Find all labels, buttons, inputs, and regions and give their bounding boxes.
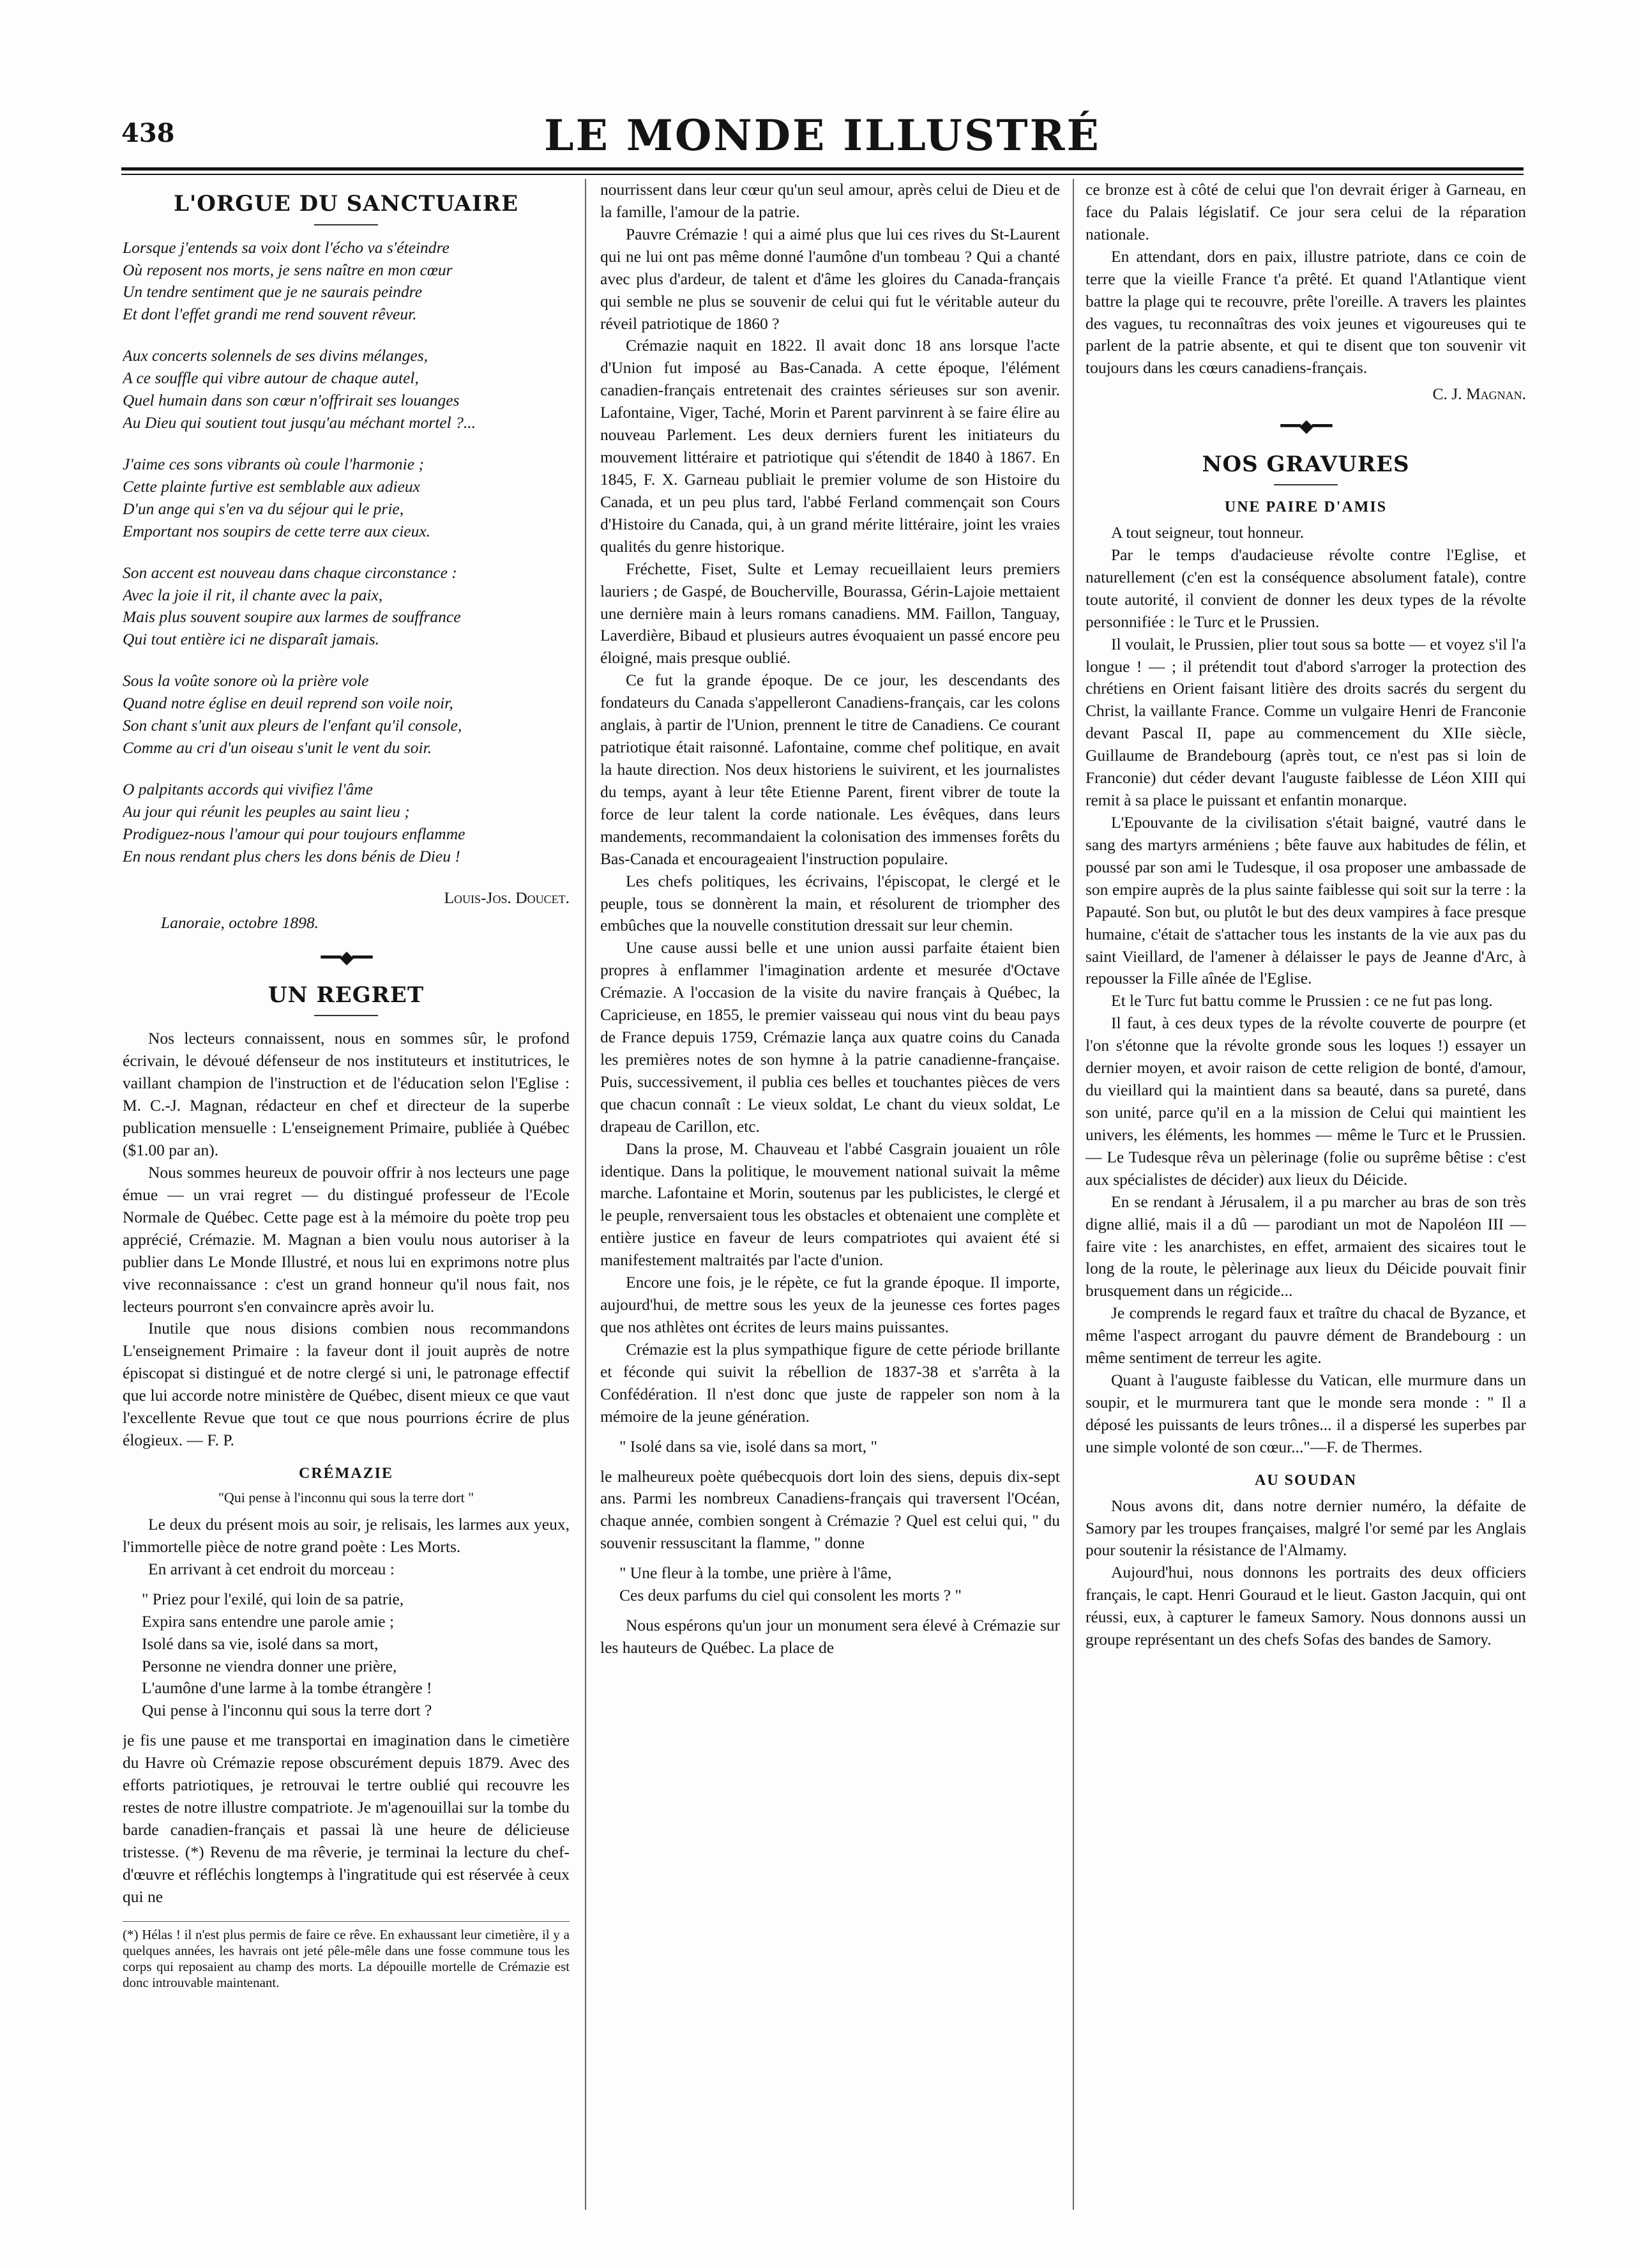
- cremazie-continuation: je fis une pause et me transportai en imagination dans le cimetière du Havre où Crémazie repose obscurément depuis 1879. Avec des efforts patriotiques, je retrouvai le tertre oublié qui recouvre les restes de notre illustre compatriote. Je m'agenouillai sur la tombe du barde canadien-français et passai là une heure de délicieuse tristesse. (*) Revenu de ma rêverie, je terminai la lecture du chef-d'œuvre et réfléchis longtemps à l'ingratitude qui est réservée à ceux qui ne: [123, 1731, 570, 1906]
- verse-line: Emportant nos soupirs de cette terre aux cieux.: [123, 521, 431, 540]
- poem: [123, 237, 570, 868]
- paragraph: Crémazie est la plus sympathique figure de cette période brillante et féconde qui suivit la rébellion de 1837-38 et s'arrêta à la Confédération. Il n'est donc que juste de rappeler son nom à la mémoire de la jeune génération.: [600, 1339, 1060, 1426]
- paragraph: Il voulait, le Prussien, plier tout sous sa botte — et voyez s'il l'a longue ! — ; il prétendit tout d'abord s'arroger la protection des chrétiens en Orient faisant litière des droits sacrés du sergent du Christ, la vaillante France. Comme un vulgaire Henri de Franconie devant Pascal II, pape au commencement du XIIe siècle, Guillaume de Brandebourg (après tout, ce n'est pas si loin de Franconie) dut céder devant l'auguste faiblesse de Léon XIII qui remit à sa place le puissant et enfantin monarque.: [1086, 634, 1526, 810]
- verse-line: Quand notre église en deuil reprend son voile noir,: [123, 694, 453, 713]
- short-rule: [314, 224, 378, 225]
- paragraph: Encore une fois, je le répète, ce fut la grande époque. Il importe, aujourd'hui, de mettre sous les yeux de la jeunesse ces fortes pages que nos athlètes ont écrites de leurs mains puissantes.: [600, 1273, 1060, 1337]
- verse-line: Personne ne viendra donner une prière,: [142, 1656, 397, 1675]
- orgue-title: L'ORGUE DU SANCTUAIRE: [173, 191, 519, 217]
- column-separator: [1073, 179, 1074, 2210]
- verse-line: Comme au cri d'un oiseau s'unit le vent du soir.: [123, 738, 432, 757]
- paragraph: Les chefs politiques, les écrivains, l'épiscopat, le clergé et le peuple, tous se donnèrent la main, et résolurent de triompher des embûches que la nouvelle constitution dressait sur leur chemin.: [600, 871, 1060, 935]
- page-number: 438: [121, 118, 175, 148]
- header-rule: [121, 167, 1524, 171]
- verse-line: " Une fleur à la tombe, une prière à l'âme,: [619, 1564, 892, 1583]
- poem-stanza: [123, 562, 570, 651]
- verse-line: Avec la joie il rit, il chante avec la paix,: [123, 585, 383, 604]
- paragraph: Ce fut la grande époque. De ce jour, les descendants des fondateurs du Canada s'appelleront Canadiens-français, car les colons anglais, à partir de l'Union, prennent le titre de Canadiens. Ce courant patriotique était raisonné. Lafontaine, comme chef politique, en avait la haute direction. Nos deux historiens le suivirent, et les journalistes du temps, ayant à leur tête Etienne Parent, firent vibrer de toute la force de leur talent la corde nationale. Les évêques, dans leurs mandements, recommandaient la colonisation des immenses forêts du Bas-Canada et encourageaient l'instruction populaire.: [600, 671, 1060, 868]
- paragraph: Inutile que nous disions combien nous recommandons L'enseignement Primaire : la faveur dont il jouit auprès de notre épiscopat si distingué et de notre clergé si uni, le patronage effectif que lui accorde notre ministère de Québec, disent mieux ce que vaut l'excellente Revue que tout ce que nous pourrions écrire de plus élogieux. — F. P.: [123, 1319, 570, 1450]
- column-3: [1086, 179, 1526, 2223]
- paragraph: Une cause aussi belle et une union aussi parfaite étaient bien propres à enflammer l'imagination ardente et mesurée d'Octave Crémazie. A l'occasion de la visite du navire français à Québec, la Capricieuse, en 1855, le premier vaisseau qui nous vint du beau pays de France depuis 1759, Crémazie lança aux quatre coins du Canada les premières notes de son hymne à la patrie canadienne-française. Puis, successivement, il publia ces belles et touchantes pièces de vers que chacun connaît : Le vieux soldat, Le chant du vieux soldat, Le drapeau de Carillon, etc.: [600, 938, 1060, 1136]
- paragraph: Dans la prose, M. Chauveau et l'abbé Casgrain jouaient un rôle identique. Dans la politique, le mouvement national suivait la même marche. Lafontaine et Morin, soutenus par les publicistes, le clergé et le peuple, renversaient tous les obstacles et obtenaient une complète et entière justice en faveur de leurs compatriotes qui avaient été si manifestement maltraités par l'acte d'union.: [600, 1139, 1060, 1270]
- paragraph: En attendant, dors en paix, illustre patriote, dans ce coin de terre que la vieille France t'a prêté. Et quand l'Atlantique vient battre la plage qui te recouvre, prête l'oreille. A travers les plaintes des vagues, tu reconnaîtras des voix jeunes et vigoureuses qui te parlent de la patrie absente, et qui te disent que ton souvenir vit toujours dans les cœurs canadiens-français.: [1086, 247, 1526, 377]
- verse-line: Son accent est nouveau dans chaque circonstance :: [123, 563, 457, 582]
- verse-line: Prodiguez-nous l'amour qui pour toujours enflamme: [123, 824, 465, 843]
- cremazie-title: CRÉMAZIE: [298, 1465, 393, 1482]
- verse-line: Et dont l'effet grandi me rend souvent rêveur.: [123, 305, 417, 324]
- verse-line: Son chant s'unit aux pleurs de l'enfant qu'il console,: [123, 716, 462, 735]
- verse-line: Un tendre sentiment que je ne saurais peindre: [123, 282, 423, 301]
- short-rule: [314, 1015, 378, 1016]
- poem-stanza: [123, 237, 570, 326]
- regret-title: UN REGRET: [268, 982, 425, 1008]
- final-paragraph: Nous espérons qu'un jour un monument sera élevé à Crémazie sur les hauteurs de Québec. La place de: [600, 1616, 1060, 1657]
- footnote: (*) Hélas ! il n'est plus permis de faire ce rêve. En exhaussant leur cimetière, il y a quelques années, les havrais ont jeté pêle-mêle dans une fosse commune tous les corps qui reposaient au champ des morts. La dépouille mortelle de Crémazie est donc introuvable maintenant.: [123, 1921, 570, 1991]
- magnan-signature: C. J. Magnan.: [1432, 384, 1526, 404]
- verse-line: O palpitants accords qui vivifiez l'âme: [123, 780, 373, 799]
- paragraph: L'Epouvante de la civilisation s'était baigné, vautré dans le sang des martyrs arméniens ; bête fauve aux habitudes de félin, et poussé par son ami le Tudesque, il osa proposer une ambassade de son empire auprès de la plus sainte faiblesse qui soit sur la terre : la Papauté. Son but, ou plutôt le but des deux vampires à face presque humaine, c'était de s'attacher tous les instants de la vie aux pas du saint Vieillard, de l'amener à délaisser le pays de Jeanne d'Arc, à repousser la Fille aînée de l'Eglise.: [1086, 813, 1526, 988]
- poem-signature: Louis-Jos. Doucet.: [444, 888, 570, 907]
- poem-stanza: [123, 345, 570, 434]
- regret-body: [123, 1028, 570, 1452]
- verse-line: L'aumône d'une larme à la tombe étrangère !: [142, 1678, 432, 1698]
- verse-line: Qui pense à l'inconnu qui sous la terre dort ?: [142, 1701, 432, 1720]
- paragraph: A tout seigneur, tout honneur.: [1111, 523, 1305, 542]
- verse-line: Lorsque j'entends sa voix dont l'écho va s'éteindre: [123, 238, 450, 257]
- column-separator: [585, 179, 586, 2210]
- quote-isole: " Isolé dans sa vie, isolé dans sa mort, ": [619, 1436, 877, 1456]
- paragraph: Quant à l'auguste faiblesse du Vatican, elle murmure dans un soupir, et le murmurera tant que le monde sera monde : " Il a déposé les puissants de leurs trônes... il a dispersé les superbes par une simple volonté de son cœur..."—F. de Thermes.: [1086, 1371, 1526, 1456]
- verse-line: Ces deux parfums du ciel qui consolent les morts ? ": [619, 1586, 962, 1605]
- verse-line: En nous rendant plus chers les dons bénis de Dieu !: [123, 846, 460, 865]
- ornament: ━━◆━━: [1280, 416, 1331, 437]
- journal-title: LE MONDE ILLUSTRÉ: [544, 110, 1101, 160]
- cremazie-body: [123, 1514, 570, 1581]
- cremazie-quote: [142, 1588, 570, 1723]
- masthead: [121, 110, 1524, 163]
- paragraph: Je comprends le regard faux et traître du chacal de Byzance, et même l'aspect arrogant du pauvre dément de Brandebourg : un même sentiment de terreur les agite.: [1086, 1304, 1526, 1367]
- paragraph: Crémazie naquit en 1822. Il avait donc 18 ans lorsque l'acte d'Union fut imposé au Bas-Canada. A cette époque, l'élément canadien-français entretenait des craintes sérieuses sur son avenir. Lafontaine, Viger, Taché, Morin et Parent parvinrent à se faire élire au nouveau Parlement. Les deux derniers furent les initiateurs du mouvement littéraire et patriotique qui s'étendit de 1840 à 1867. En 1845, F. X. Garneau publiait le premier volume de son Histoire du Canada, et un peu plus tard, l'abbé Ferland commençait son Cours d'Histoire du Canada, qui, à un grand mérite littéraire, joint les vraies qualités du genre historique.: [600, 336, 1060, 556]
- paragraph: Le deux du présent mois au soir, je relisais, les larmes aux yeux, l'immortelle pièce de notre grand poète : Les Morts.: [123, 1515, 570, 1556]
- verse-line: Où reposent nos morts, je sens naître en mon cœur: [123, 260, 453, 279]
- paragraph: Nous avons dit, dans notre dernier numéro, la défaite de Samory par les troupes françaises, malgré l'or semé par les Anglais pour soutenir la résistance de l'Almamy.: [1086, 1496, 1526, 1560]
- paragraph: nourrissent dans leur cœur qu'un seul amour, après celui de Dieu et de la famille, l'amour de la patrie.: [600, 180, 1060, 221]
- verse-line: Sous la voûte sonore où la prière vole: [123, 671, 369, 690]
- paire-body: [1086, 522, 1526, 1459]
- verse-line: Expira sans entendre une parole amie ;: [142, 1611, 395, 1631]
- paragraph: Fréchette, Fiset, Sulte et Lemay recueillaient leurs premiers lauriers ; de Gaspé, de Boucherville, Bourassa, Gérin-Lajoie mettaient une dernière main à leurs romans canadiens. MM. Faillon, Tanguay, Laverdière, Bibaud et plusieurs autres évoquaient un passé encore peu éloigné, mais presque oublié.: [600, 559, 1060, 667]
- column-1: [123, 179, 570, 2223]
- after-quote: le malheureux poète québecquois dort loin des siens, depuis dix-sept ans. Parmi les nombreux Canadiens-français qui traversent l'Océan, chaque année, combien songent à Crémazie ? Quel est celui qui, " du souvenir ressuscitant la flamme, " donne: [600, 1466, 1060, 1553]
- col2-body: [600, 179, 1060, 1428]
- ornament: ━━◆━━: [321, 947, 372, 968]
- verse-line: D'un ange qui s'en va du séjour qui le prie,: [123, 499, 404, 518]
- paragraph: Aujourd'hui, nous donnons les portraits des deux officiers français, le capt. Henri Gouraud et le lieut. Gaston Jacquin, qui ont réussi, eux, à capturer le fameux Samory. Nous donnons aussi un groupe représentant un des chefs Sofas des bandes de Samory.: [1086, 1563, 1526, 1649]
- soudan-title: AU SOUDAN: [1254, 1472, 1357, 1489]
- verse-line: " Priez pour l'exilé, qui loin de sa patrie,: [142, 1589, 404, 1608]
- paragraph: En se rendant à Jérusalem, il a pu marcher au bras de son très digne allié, mais il a dû — parodiant un mot de Napoléon III — faire vite : les anarchistes, en effet, armaient des sicaires tout le long de la route, le pèlerinage aux lieux du Déicide pouvait finir brusquement dans un régicide...: [1086, 1192, 1526, 1300]
- paragraph: Et le Turc fut battu comme le Prussien : ce ne fut pas long.: [1111, 991, 1493, 1010]
- verse-line: Quel humain dans son cœur n'offrirait ses louanges: [123, 391, 460, 410]
- verse-line: A ce souffle qui vibre autour de chaque autel,: [123, 369, 419, 388]
- verse-line: Au jour qui réunit les peuples au saint lieu ;: [123, 802, 410, 821]
- verse-line: Isolé dans sa vie, isolé dans sa mort,: [142, 1634, 379, 1653]
- poem-stanza: [123, 779, 570, 868]
- verse-line: Au Dieu qui soutient tout jusqu'au méchant mortel ?...: [123, 413, 476, 432]
- paragraph: Pauvre Crémazie ! qui a aimé plus que lui ces rives du St-Laurent qui ne lui ont pas même donné l'aumône d'un tombeau ? Qui a chanté avec plus d'ardeur, de talent et d'âme les gloires du Canada-français qui semble ne plus se souvenir de celui qui fut le véritable auteur du réveil patriotique de 1860 ?: [600, 224, 1060, 333]
- verse-line: Mais plus souvent soupire aux larmes de souffrance: [123, 607, 461, 627]
- verse-line: Qui tout entière ici ne disparaît jamais.: [123, 630, 380, 649]
- verse-line: Aux concerts solennels de ses divins mélanges,: [123, 346, 428, 365]
- paragraph: Nos lecteurs connaissent, nous en sommes sûr, le profond écrivain, le dévoué défenseur de nos instituteurs et institutrices, le vaillant champion de l'instruction et de l'éducation selon l'Eglise : M. C.-J. Magnan, rédacteur en chef et directeur de la superbe publication mensuelle : L'enseignement Primaire, publiée à Québec ($1.00 par an).: [123, 1029, 570, 1160]
- col3-body: [1086, 179, 1526, 379]
- verse-line: Cette plainte furtive est semblable aux adieux: [123, 476, 420, 496]
- paire-title: UNE PAIRE D'AMIS: [1224, 499, 1388, 516]
- column-2: [600, 179, 1060, 2223]
- verse-line: J'aime ces sons vibrants où coule l'harmonie ;: [123, 454, 424, 473]
- paragraph: ce bronze est à côté de celui que l'on devrait ériger à Garneau, en face du Palais législatif. Ce jour sera celui de la réparation nationale.: [1086, 180, 1526, 243]
- header-rule-thin: [121, 174, 1524, 175]
- poem-dateline: Lanoraie, octobre 1898.: [161, 913, 319, 932]
- gravures-title: NOS GRAVURES: [1202, 451, 1410, 477]
- quote-fleur: [619, 1562, 1060, 1607]
- paragraph: Par le temps d'audacieuse révolte contre l'Eglise, et naturellement (c'en est la conséquence absolument fatale), contre toute autorité, il convient de donner les deux types de la révolte personnifiée : le Turc et le Prussien.: [1086, 545, 1526, 631]
- short-rule: [1274, 484, 1338, 485]
- cremazie-epigraph: "Qui pense à l'inconnu qui sous la terre dort ": [218, 1489, 474, 1505]
- paragraph: En arrivant à cet endroit du morceau :: [148, 1559, 395, 1578]
- paragraph: Nous sommes heureux de pouvoir offrir à nos lecteurs une page émue — un vrai regret — du distingué professeur de l'Ecole Normale de Québec. Cette page est à la mémoire du poète trop peu apprécié, Crémazie. M. Magnan a bien voulu nous autoriser à la publier dans Le Monde Illustré, et nous lui en exprimons notre plus vive reconnaissance : c'est un grand honneur qu'il nous fait, nos lecteurs pourront s'en convaincre après avoir lu.: [123, 1163, 570, 1316]
- poem-stanza: [123, 453, 570, 543]
- poem-stanza: [123, 670, 570, 759]
- soudan-body: [1086, 1495, 1526, 1651]
- paragraph: Il faut, à ces deux types de la révolte couverte de pourpre (et l'on s'étonne que la révolte gronde sous les loques !) essayer un dernier moyen, et avoir raison de cette religion de bonté, d'amour, du vieillard qui la maintient dans sa beauté, dans sa pureté, dans son unité, parce qu'il en a la mission de Celui qui maintient les univers, les éléments, les hommes — même le Turc et le Prussien. — Le Tudesque rêva un pèlerinage (folie ou suprême bêtise : c'est aux spécialistes de décider) aux lieux du Déicide.: [1086, 1014, 1526, 1189]
